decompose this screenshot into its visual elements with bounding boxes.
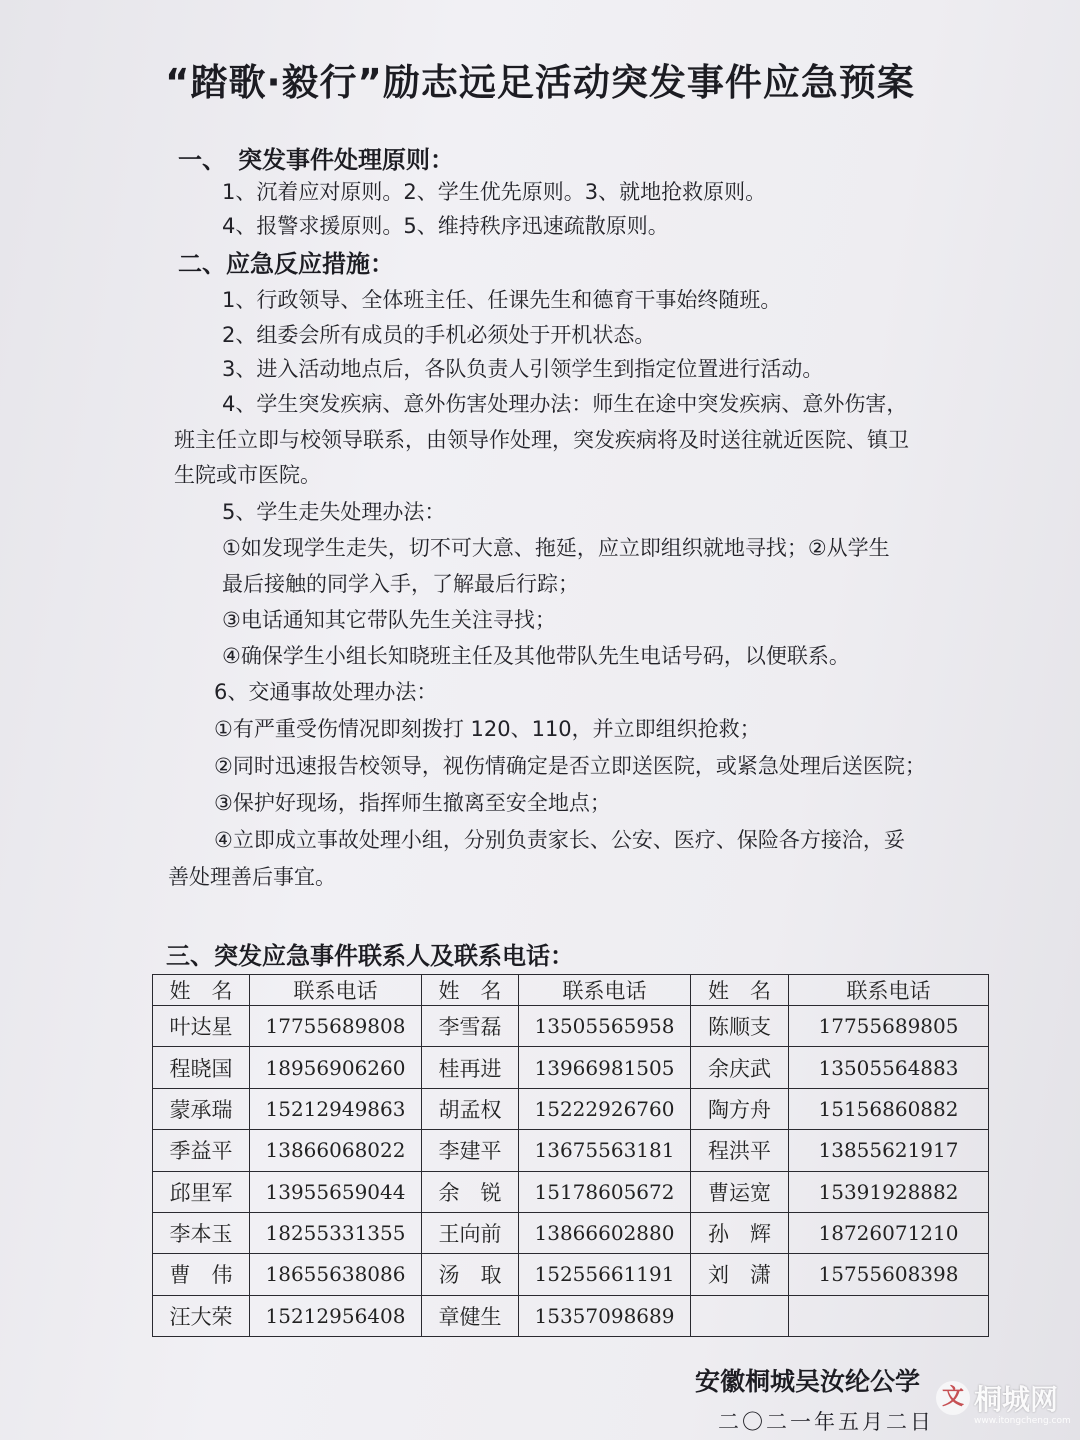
table-row: [153, 1006, 989, 1047]
contact-name: 李本玉: [153, 1212, 250, 1253]
section-2-line: ③电话通知其它带队先生关注寻找；: [222, 608, 556, 632]
contact-phone: 15357098689: [519, 1295, 691, 1336]
contact-name: 汪大荣: [153, 1295, 250, 1336]
contact-phone: 15212956408: [250, 1295, 422, 1336]
section-2-line: ③保护好现场，指挥师生撤离至安全地点；: [214, 791, 611, 815]
contact-name: 胡孟权: [422, 1088, 519, 1129]
site-watermark: [936, 1378, 1058, 1418]
section-2-heading: 二、应急反应措施：: [178, 250, 394, 278]
section-2-line: 生院或市医院。: [174, 463, 321, 487]
contact-name: 邱里军: [153, 1171, 250, 1212]
contact-name: 程洪平: [691, 1130, 789, 1171]
table-header-row: [153, 975, 989, 1006]
contact-phone: 15178605672: [519, 1171, 691, 1212]
contact-table: [152, 974, 989, 1337]
table-row: [153, 1254, 989, 1295]
document-date: 二〇二一年五月二日: [718, 1410, 934, 1434]
contact-phone: 13505565958: [519, 1006, 691, 1047]
contact-phone: 18255331355: [250, 1212, 422, 1253]
contact-phone: 18726071210: [789, 1212, 989, 1253]
contact-name: 叶达星: [153, 1006, 250, 1047]
contact-phone: 15156860882: [789, 1088, 989, 1129]
section-2-line: 5、学生走失处理办法：: [222, 500, 446, 524]
watermark-url: www.itongcheng.com: [974, 1416, 1071, 1426]
column-header-phone: 联系电话: [789, 975, 989, 1006]
contact-name: 余庆武: [691, 1047, 789, 1088]
watermark-text: 桐城网: [974, 1383, 1059, 1416]
section-2-line: 善处理善后事宜。: [168, 865, 336, 889]
contact-name: 陶方舟: [691, 1088, 789, 1129]
section-1-line: 1、沉着应对原则。2、学生优先原则。3、就地抢救原则。: [222, 180, 767, 204]
section-2-line: ④确保学生小组长知晓班主任及其他带队先生电话号码，以便联系。: [222, 644, 850, 668]
contact-phone: 13866602880: [519, 1212, 691, 1253]
contact-name: 陈顺支: [691, 1006, 789, 1047]
section-2-line: 2、组委会所有成员的手机必须处于开机状态。: [222, 323, 656, 347]
contact-name: 蒙承瑞: [153, 1088, 250, 1129]
section-1-heading: 一、 突发事件处理原则：: [178, 146, 454, 174]
table-row: [153, 1295, 989, 1336]
column-header-name: 姓 名: [422, 975, 519, 1006]
contact-phone: 13505564883: [789, 1047, 989, 1088]
contact-name: [691, 1295, 789, 1336]
section-3-heading: 三、突发应急事件联系人及联系电话：: [166, 942, 574, 970]
contact-phone: 15255661191: [519, 1254, 691, 1295]
contact-name: 李雪磊: [422, 1006, 519, 1047]
table-row: [153, 1171, 989, 1212]
contact-phone: 13955659044: [250, 1171, 422, 1212]
column-header-phone: 联系电话: [250, 975, 422, 1006]
section-2-line: ④立即成立事故处理小组，分别负责家长、公安、医疗、保险各方接洽，妥: [214, 828, 905, 852]
contact-name: 曹 伟: [153, 1254, 250, 1295]
section-2-line: ①有严重受伤情况即刻拨打 120、110，并立即组织抢救；: [214, 717, 761, 741]
table-row: [153, 1130, 989, 1171]
contact-phone: 15755608398: [789, 1254, 989, 1295]
contact-name: 章健生: [422, 1295, 519, 1336]
column-header-phone: 联系电话: [519, 975, 691, 1006]
contact-name: 曹运宽: [691, 1171, 789, 1212]
section-2-line: 最后接触的同学入手，了解最后行踪；: [222, 572, 579, 596]
school-signature: 安徽桐城吴汝纶公学: [694, 1367, 920, 1396]
table-row: [153, 1212, 989, 1253]
section-1-line: 4、报警求援原则。5、维持秩序迅速疏散原则。: [222, 214, 669, 238]
contact-phone: 15222926760: [519, 1088, 691, 1129]
column-header-name: 姓 名: [691, 975, 789, 1006]
contact-name: 季益平: [153, 1130, 250, 1171]
table-row: [153, 1047, 989, 1088]
contact-name: 王向前: [422, 1212, 519, 1253]
contact-phone: 18956906260: [250, 1047, 422, 1088]
contact-phone: 13675563181: [519, 1130, 691, 1171]
contact-phone: 15391928882: [789, 1171, 989, 1212]
contact-phone: 13855621917: [789, 1130, 989, 1171]
contact-phone: 13966981505: [519, 1047, 691, 1088]
section-2-line: 3、进入活动地点后，各队负责人引领学生到指定位置进行活动。: [222, 357, 824, 381]
contact-phone: 15212949863: [250, 1088, 422, 1129]
contact-phone: 18655638086: [250, 1254, 422, 1295]
section-2-line: 班主任立即与校领导联系，由领导作处理，突发疾病将及时送往就近医院、镇卫: [174, 428, 909, 452]
contact-phone: 17755689805: [789, 1006, 989, 1047]
contact-phone: [789, 1295, 989, 1336]
contact-phone: 13866068022: [250, 1130, 422, 1171]
contact-phone: 17755689808: [250, 1006, 422, 1047]
table-row: [153, 1088, 989, 1129]
section-2-line: 4、学生突发疾病、意外伤害处理办法：师生在途中突发疾病、意外伤害，: [222, 392, 908, 416]
section-2-line: 1、行政领导、全体班主任、任课先生和德育干事始终随班。: [222, 288, 782, 312]
contact-name: 孙 辉: [691, 1212, 789, 1253]
section-2-line: ②同时迅速报告校领导，视伤情确定是否立即送医院，或紧急处理后送医院；: [214, 754, 926, 778]
contact-name: 李建平: [422, 1130, 519, 1171]
contact-name: 汤 取: [422, 1254, 519, 1295]
contact-name: 程晓国: [153, 1047, 250, 1088]
document-title: “踏歌·毅行”励志远足活动突发事件应急预案: [165, 61, 915, 104]
watermark-logo-icon: 文: [936, 1381, 970, 1415]
contact-name: 刘 潇: [691, 1254, 789, 1295]
column-header-name: 姓 名: [153, 975, 250, 1006]
section-2-line: ①如发现学生走失，切不可大意、拖延，应立即组织就地寻找；②从学生: [222, 536, 890, 560]
section-2-line: 6、交通事故处理办法：: [214, 680, 438, 704]
contact-name: 余 锐: [422, 1171, 519, 1212]
contact-name: 桂再进: [422, 1047, 519, 1088]
